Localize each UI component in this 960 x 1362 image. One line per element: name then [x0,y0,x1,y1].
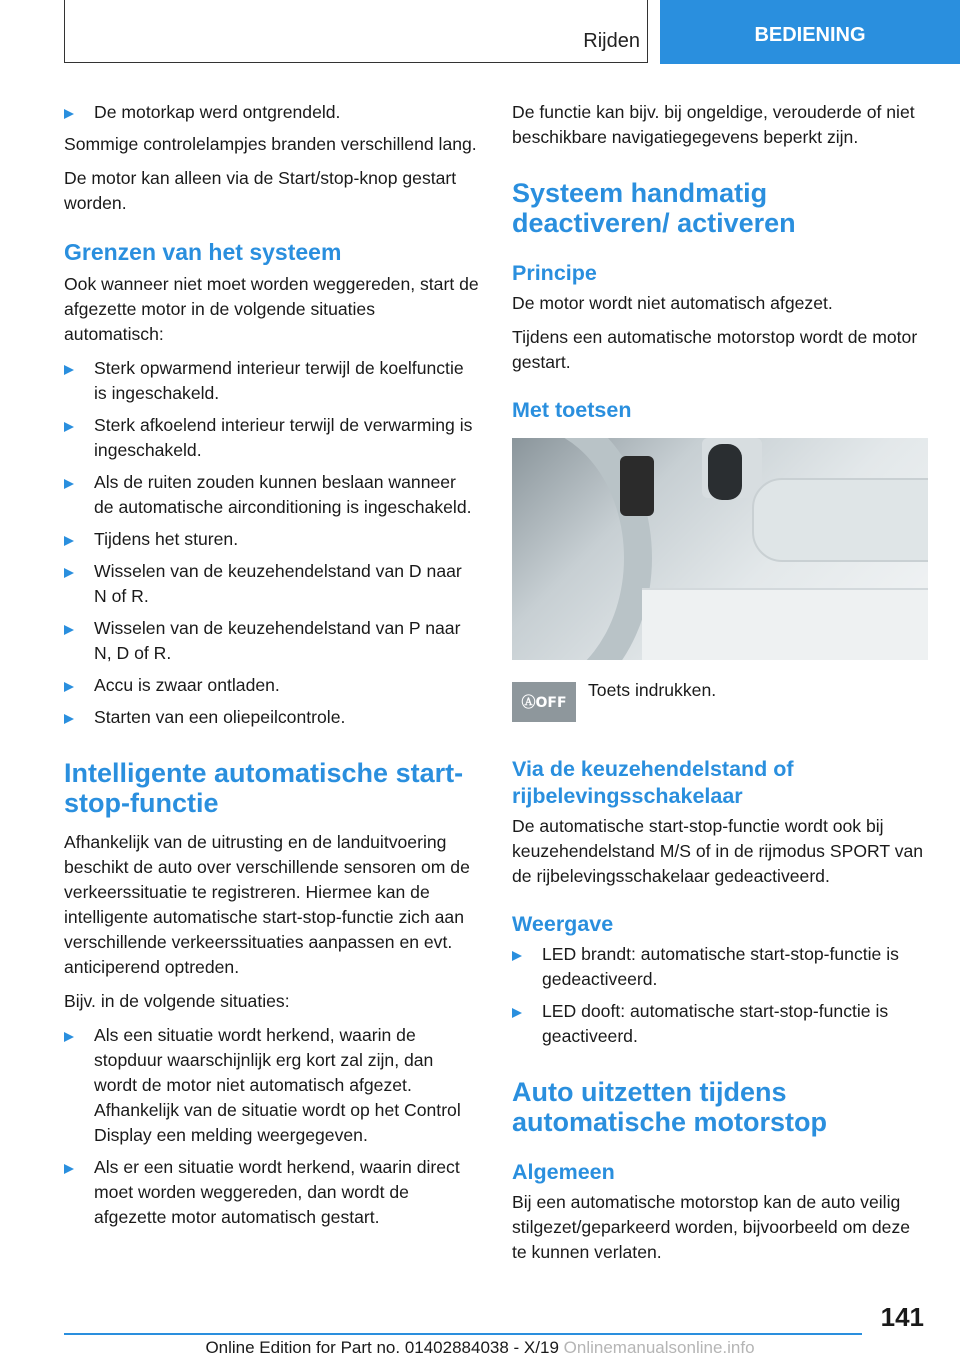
triangle-bullet-icon [64,682,74,692]
list-item: Sterk afkoelend interieur terwijl de verwarming is ingeschakeld. [64,413,479,463]
paragraph: De automatische start-stop-functie wordt ook bij keuzehendelstand M/S of in de rijmodus SPORT van de rijbelevingsschakelaar gedeactiveerd. [512,816,924,886]
list-item: Als een situatie wordt herkend, waarin de stopduur waarschijnlijk erg kort zal zijn, dan wordt de motor niet automatisch afgezet. Afhankelijk van de situatie wordt op het Control Display een melding weergegeven. [64,1023,479,1148]
list-item: LED dooft: automatische start-stop-functie is geactiveerd. [512,999,928,1049]
heading-intelligent: Intelligente automatische start-stop-functie [64,758,464,818]
paragraph: De motor kan alleen via de Start/stop-knop gestart worden. [64,168,457,213]
list-item: Wisselen van de keuzehendelstand van P naar N, D of R. [64,616,479,666]
heading-grenzen: Grenzen van het systeem [64,239,342,265]
footer-edition [0,1338,960,1358]
paragraph: Bij een automatische motorstop kan de auto veilig stilgezet/geparkeerd worden, bijvoorbeeld om deze te kunnen verlaten. [512,1192,911,1262]
footer-watermark: Onlinemanualsonline.info [563,1338,755,1357]
footer-edition-text: Online Edition for Part no. 01402884038 - X/19 [205,1338,559,1357]
paragraph: Sommige controlelampjes branden verschillend lang. [64,134,477,154]
key-instruction [512,678,928,726]
auto-start-stop-off-icon: ⒶOFF [512,682,576,722]
list-item: Sterk opwarmend interieur terwijl de koelfunctie is ingeschakeld. [64,356,479,406]
triangle-bullet-icon [64,422,74,432]
intro-list [64,100,479,125]
heading-uitzetten: Auto uitzetten tijdens automatische motorstop [512,1077,828,1137]
triangle-bullet-icon [512,951,522,961]
button-cluster-shape [708,444,742,500]
dashboard-shape [642,588,928,660]
list-item: Starten van een oliepeilcontrole. [64,705,479,730]
header-chapter-tab: BEDIENING [660,0,960,64]
paragraph: Afhankelijk van de uitrusting en de landuitvoering beschikt de auto over verschillende sensoren om de verkeerssituatie te registreren. Hiermee kan de intelligente automatische start-stop-functie zich aan verschillende verkeerssituaties aanpassen en evt. anticiperend optreden. [64,832,470,977]
triangle-bullet-icon [64,536,74,546]
heading-keuzehendel: Via de keuzehendelstand of rijbelevingsschakelaar [512,757,794,808]
header-frame [64,0,648,63]
list-item: Accu is zwaar ontladen. [64,673,479,698]
steering-stalk-shape [620,456,654,516]
air-vent-shape [752,478,928,562]
triangle-bullet-icon [64,714,74,724]
situations-list [64,1023,479,1230]
triangle-bullet-icon [64,1032,74,1042]
auto-start-list [64,356,479,730]
list-item: De motorkap werd ontgrendeld. [64,100,479,125]
triangle-bullet-icon [64,568,74,578]
triangle-bullet-icon [64,479,74,489]
triangle-bullet-icon [512,1008,522,1018]
heading-toetsen: Met toetsen [512,398,632,422]
left-column [64,100,479,1237]
right-column [512,100,928,1274]
list-item: Tijdens het sturen. [64,527,479,552]
paragraph: Ook wanneer niet moet worden weggereden, start de afgezette motor in de volgende situaties automatisch: [64,274,479,344]
triangle-bullet-icon [64,365,74,375]
list-item: Wisselen van de keuzehendelstand van D naar N of R. [64,559,479,609]
heading-weergave: Weergave [512,912,614,936]
triangle-bullet-icon [64,1164,74,1174]
triangle-bullet-icon [64,109,74,119]
heading-principe: Principe [512,261,597,285]
heading-algemeen: Algemeen [512,1160,615,1184]
heading-systeem: Systeem handmatig deactiveren/ activeren [512,178,796,238]
dashboard-photo [512,438,928,660]
paragraph: De functie kan bijv. bij ongeldige, verouderde of niet beschikbare navigatiegegevens beperkt zijn. [512,102,915,147]
list-item: Als er een situatie wordt herkend, waarin direct moet worden weggereden, dan wordt de afgezette motor automatisch gestart. [64,1155,479,1230]
page-number: 141 [880,1302,924,1332]
header-section-title: Rijden [583,30,640,52]
paragraph: Tijdens een automatische motorstop wordt de motor gestart. [512,327,918,372]
paragraph: Bijv. in de volgende situaties: [64,991,290,1011]
footer-divider [64,1333,862,1335]
list-item: Als de ruiten zouden kunnen beslaan wanneer de automatische airconditioning is ingeschakeld. [64,470,479,520]
list-item: LED brandt: automatische start-stop-functie is gedeactiveerd. [512,942,928,992]
key-instruction-text: Toets indrukken. [588,680,717,700]
led-list [512,942,928,1049]
paragraph: De motor wordt niet automatisch afgezet. [512,293,833,313]
triangle-bullet-icon [64,625,74,635]
